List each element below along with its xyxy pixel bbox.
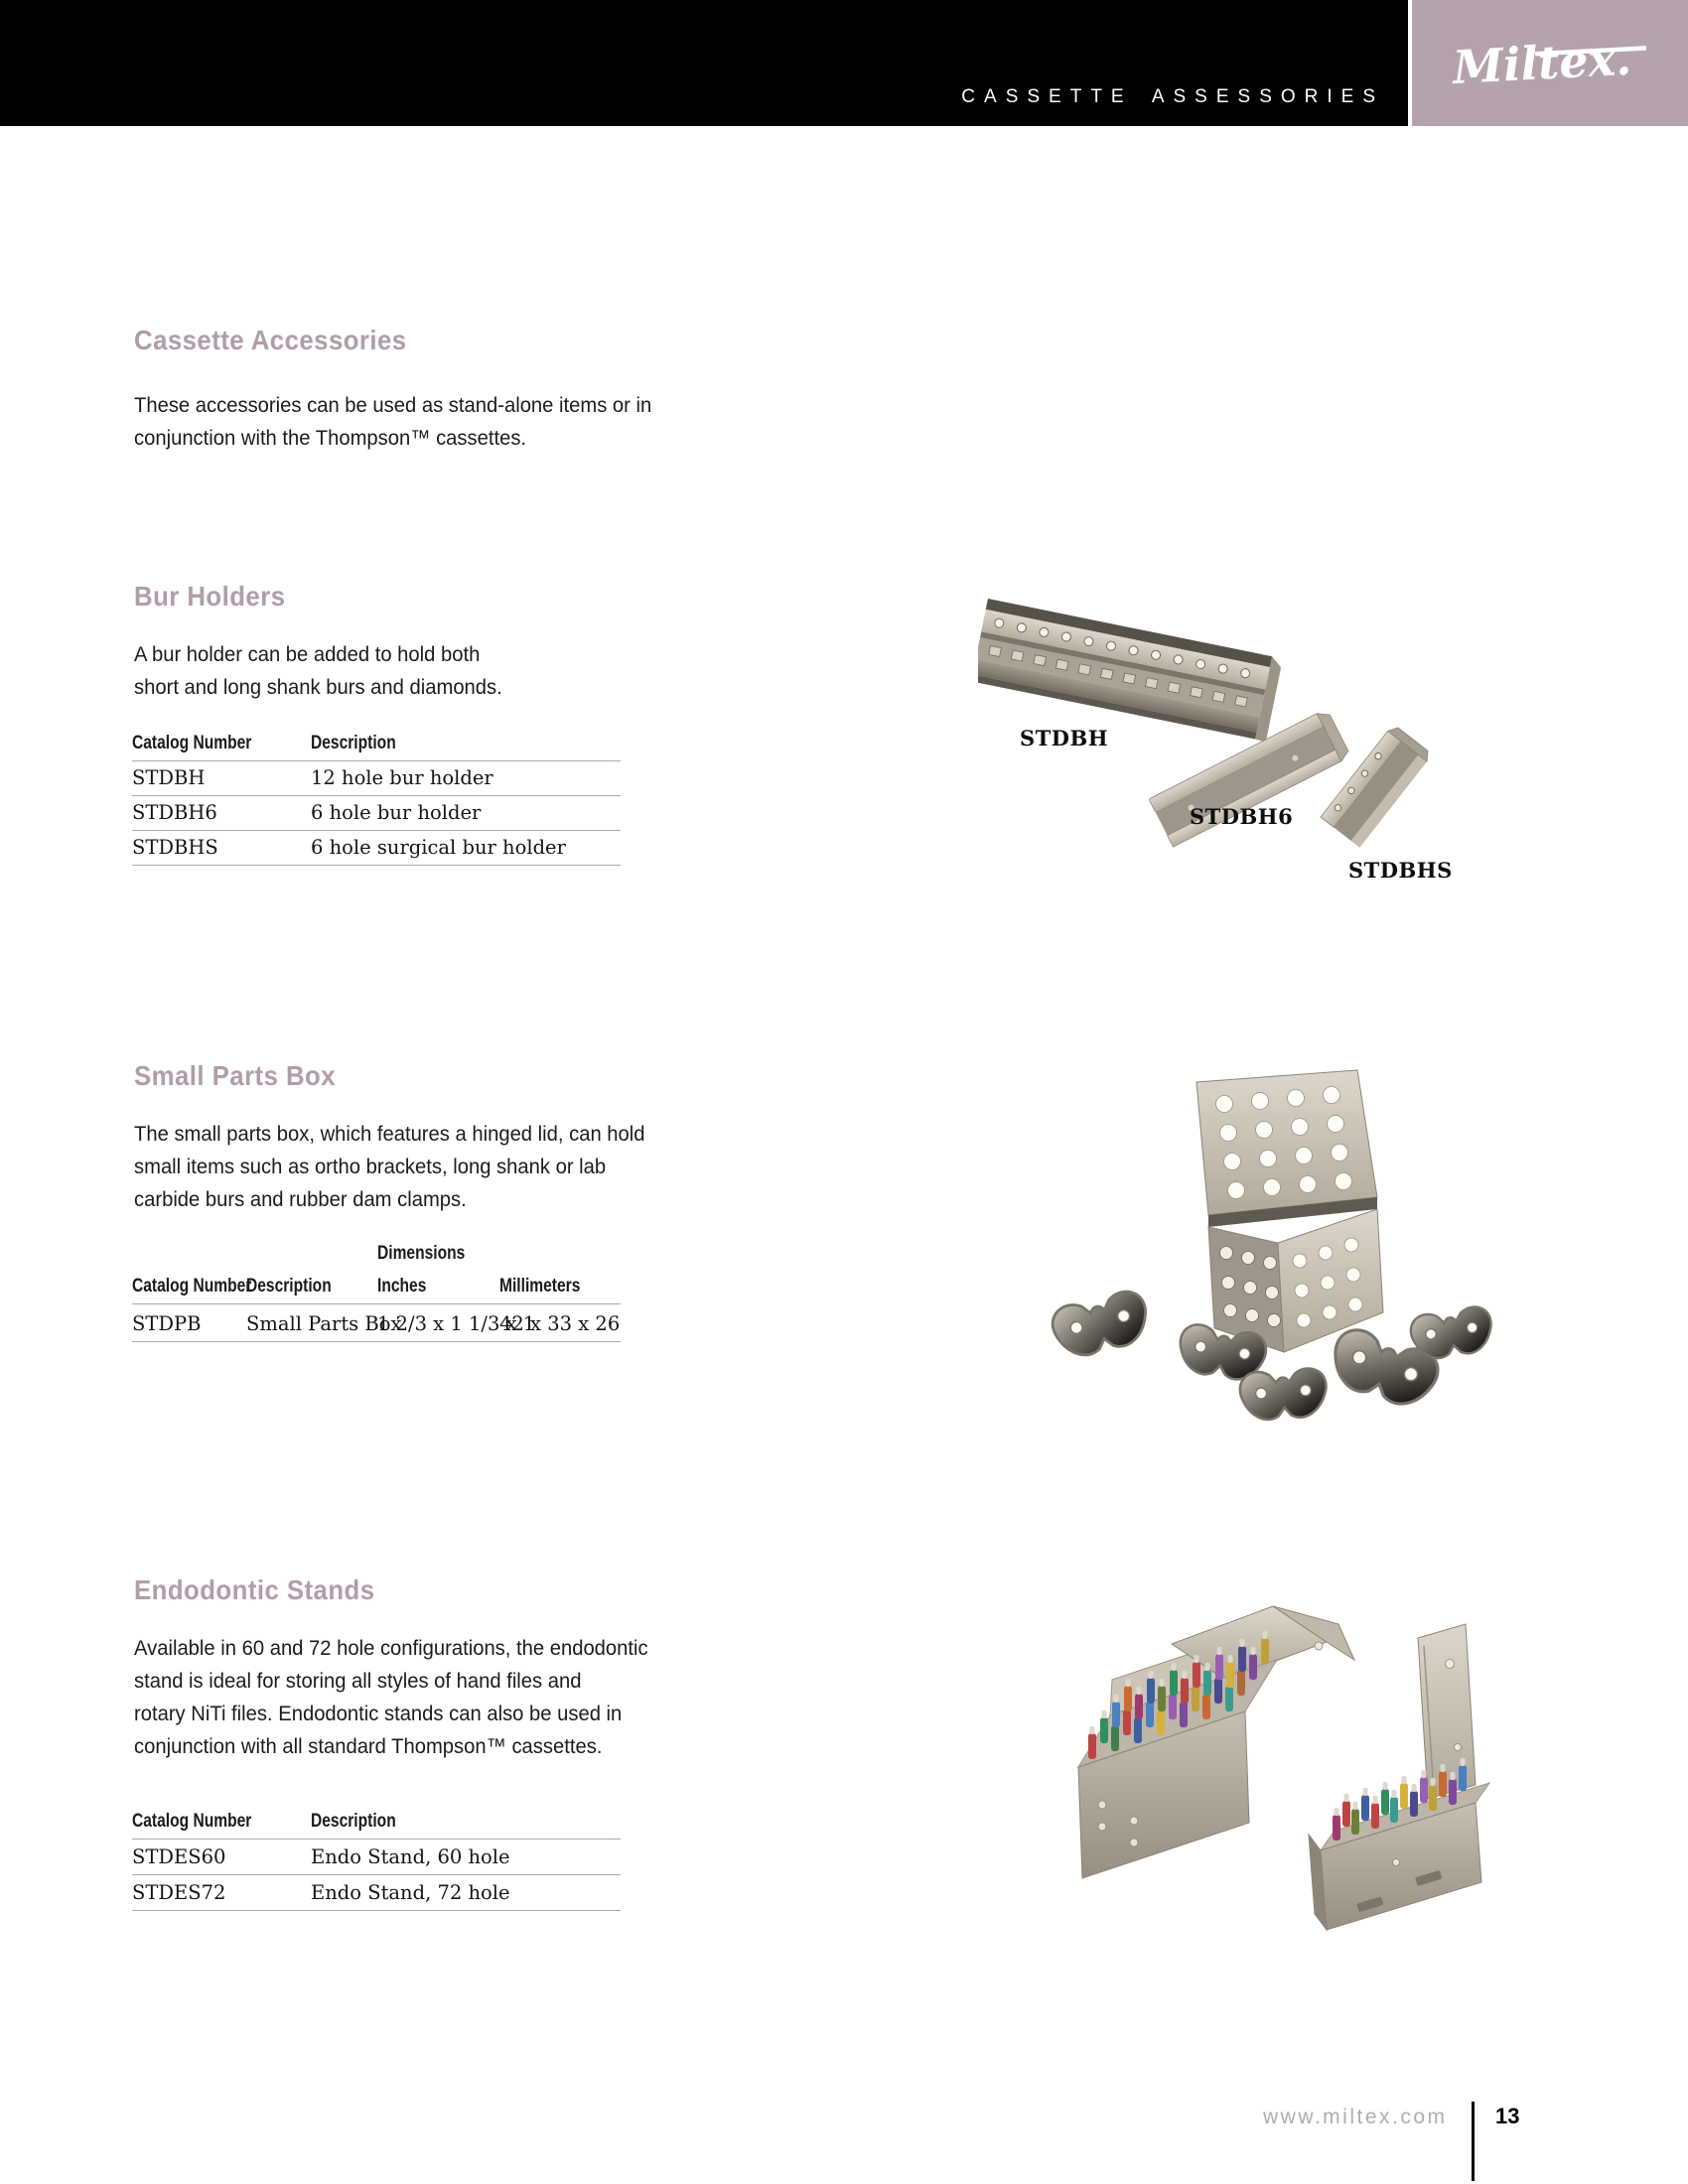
catalog-number: STDES72 [132,1881,226,1904]
table-row [132,1840,621,1875]
catalog-number: STDBHS [132,836,218,859]
endodontic-stands-table [132,1808,621,1911]
catalog-number: STDPB [132,1312,202,1335]
col-millimeters: Millimeters [499,1276,581,1297]
intro-heading: Cassette Accessories [134,325,407,355]
col-catalog-number: Catalog Number [132,733,252,753]
catalog-number: STDES60 [132,1845,226,1868]
description: Endo Stand, 60 hole [311,1845,510,1868]
miltex-logo [1448,22,1656,105]
table-header-row [132,731,621,761]
col-description: Description [311,1811,396,1832]
endodontic-stands-paragraph [134,1632,648,1763]
page-number: 13 [1495,2104,1520,2128]
endo-stand-72 [1309,1624,1489,1930]
brand-name: Miltex. [1451,31,1633,94]
stdbhs-photo-label: STDBHS [1348,858,1453,883]
website-link[interactable]: www.miltex.com [1263,2106,1448,2128]
catalog-number: STDBH6 [132,801,217,824]
bur-holders-table [132,731,621,866]
inches-value: 1 2/3 x 1 1/3 x 1 [377,1312,536,1335]
description: 12 hole bur holder [311,766,493,789]
bur-holders-paragraph [134,638,502,704]
endo-line-3: rotary NiTi files. Endodontic stands can also be used in [134,1702,623,1725]
footer-divider [1472,2102,1475,2181]
description: 6 hole bur holder [311,801,482,824]
endo-stand-60 [1078,1606,1354,1878]
table-header-row [132,1273,621,1304]
description: 6 hole surgical bur holder [311,836,566,859]
endo-line-1: Available in 60 and 72 hole configurations, the endodontic [134,1636,648,1660]
description: Small Parts Box [246,1312,402,1335]
header-bar [0,0,1408,126]
table-row [132,831,621,866]
stdbh-product [978,599,1283,743]
col-catalog-number: Catalog Number [132,1276,252,1297]
dimensions-header: Dimensions [377,1243,466,1264]
spb-line-3: carbide burs and rubber dam clamps. [134,1187,467,1211]
dam-clamp [1239,1367,1329,1422]
dam-clamp [1049,1288,1153,1362]
bur-holders-line-1: A bur holder can be added to hold both [134,642,481,666]
table-header-row [132,1808,621,1840]
intro-line-1: These accessories can be used as stand-alone items or in [134,393,652,417]
small-parts-box-photo [1028,1030,1504,1437]
endo-line-2: stand is ideal for storing all styles of hand files and [134,1669,582,1693]
bur-holders-heading: Bur Holders [134,581,286,612]
spb-lid [1196,1070,1377,1215]
table-row [132,1304,621,1342]
stdbh6-photo-label: STDBH6 [1190,804,1294,829]
bur-holders-line-2: short and long shank burs and diamonds. [134,675,502,699]
brand-logo-box [1412,0,1688,126]
endo-line-4: conjunction with all standard Thompson™ cassettes. [134,1734,603,1758]
col-description: Description [246,1276,332,1297]
intro-paragraph [134,389,651,455]
col-description: Description [311,733,396,753]
endodontic-stands-photo [1023,1600,1564,2022]
table-row [132,796,621,831]
stdbh-photo-label: STDBH [1020,726,1109,751]
endodontic-stands-heading: Endodontic Stands [134,1574,375,1605]
small-parts-box-paragraph [134,1118,645,1216]
col-inches: Inches [377,1276,427,1297]
col-catalog-number: Catalog Number [132,1811,252,1832]
description: Endo Stand, 72 hole [311,1881,510,1904]
page-title: CASSETTE ASSESSORIES [961,86,1384,107]
intro-line-2: conjunction with the Thompson™ cassettes. [134,426,527,450]
small-parts-box-heading: Small Parts Box [134,1060,337,1091]
catalog-number: STDBH [132,766,206,789]
spb-line-1: The small parts box, which features a hinged lid, can hold [134,1122,645,1146]
spb-line-2: small items such as ortho brackets, long shank or lab [134,1155,607,1178]
table-row [132,761,621,796]
small-parts-box-table [132,1273,621,1342]
table-row [132,1875,621,1911]
millimeters-value: 42 x 33 x 26 [499,1312,621,1335]
